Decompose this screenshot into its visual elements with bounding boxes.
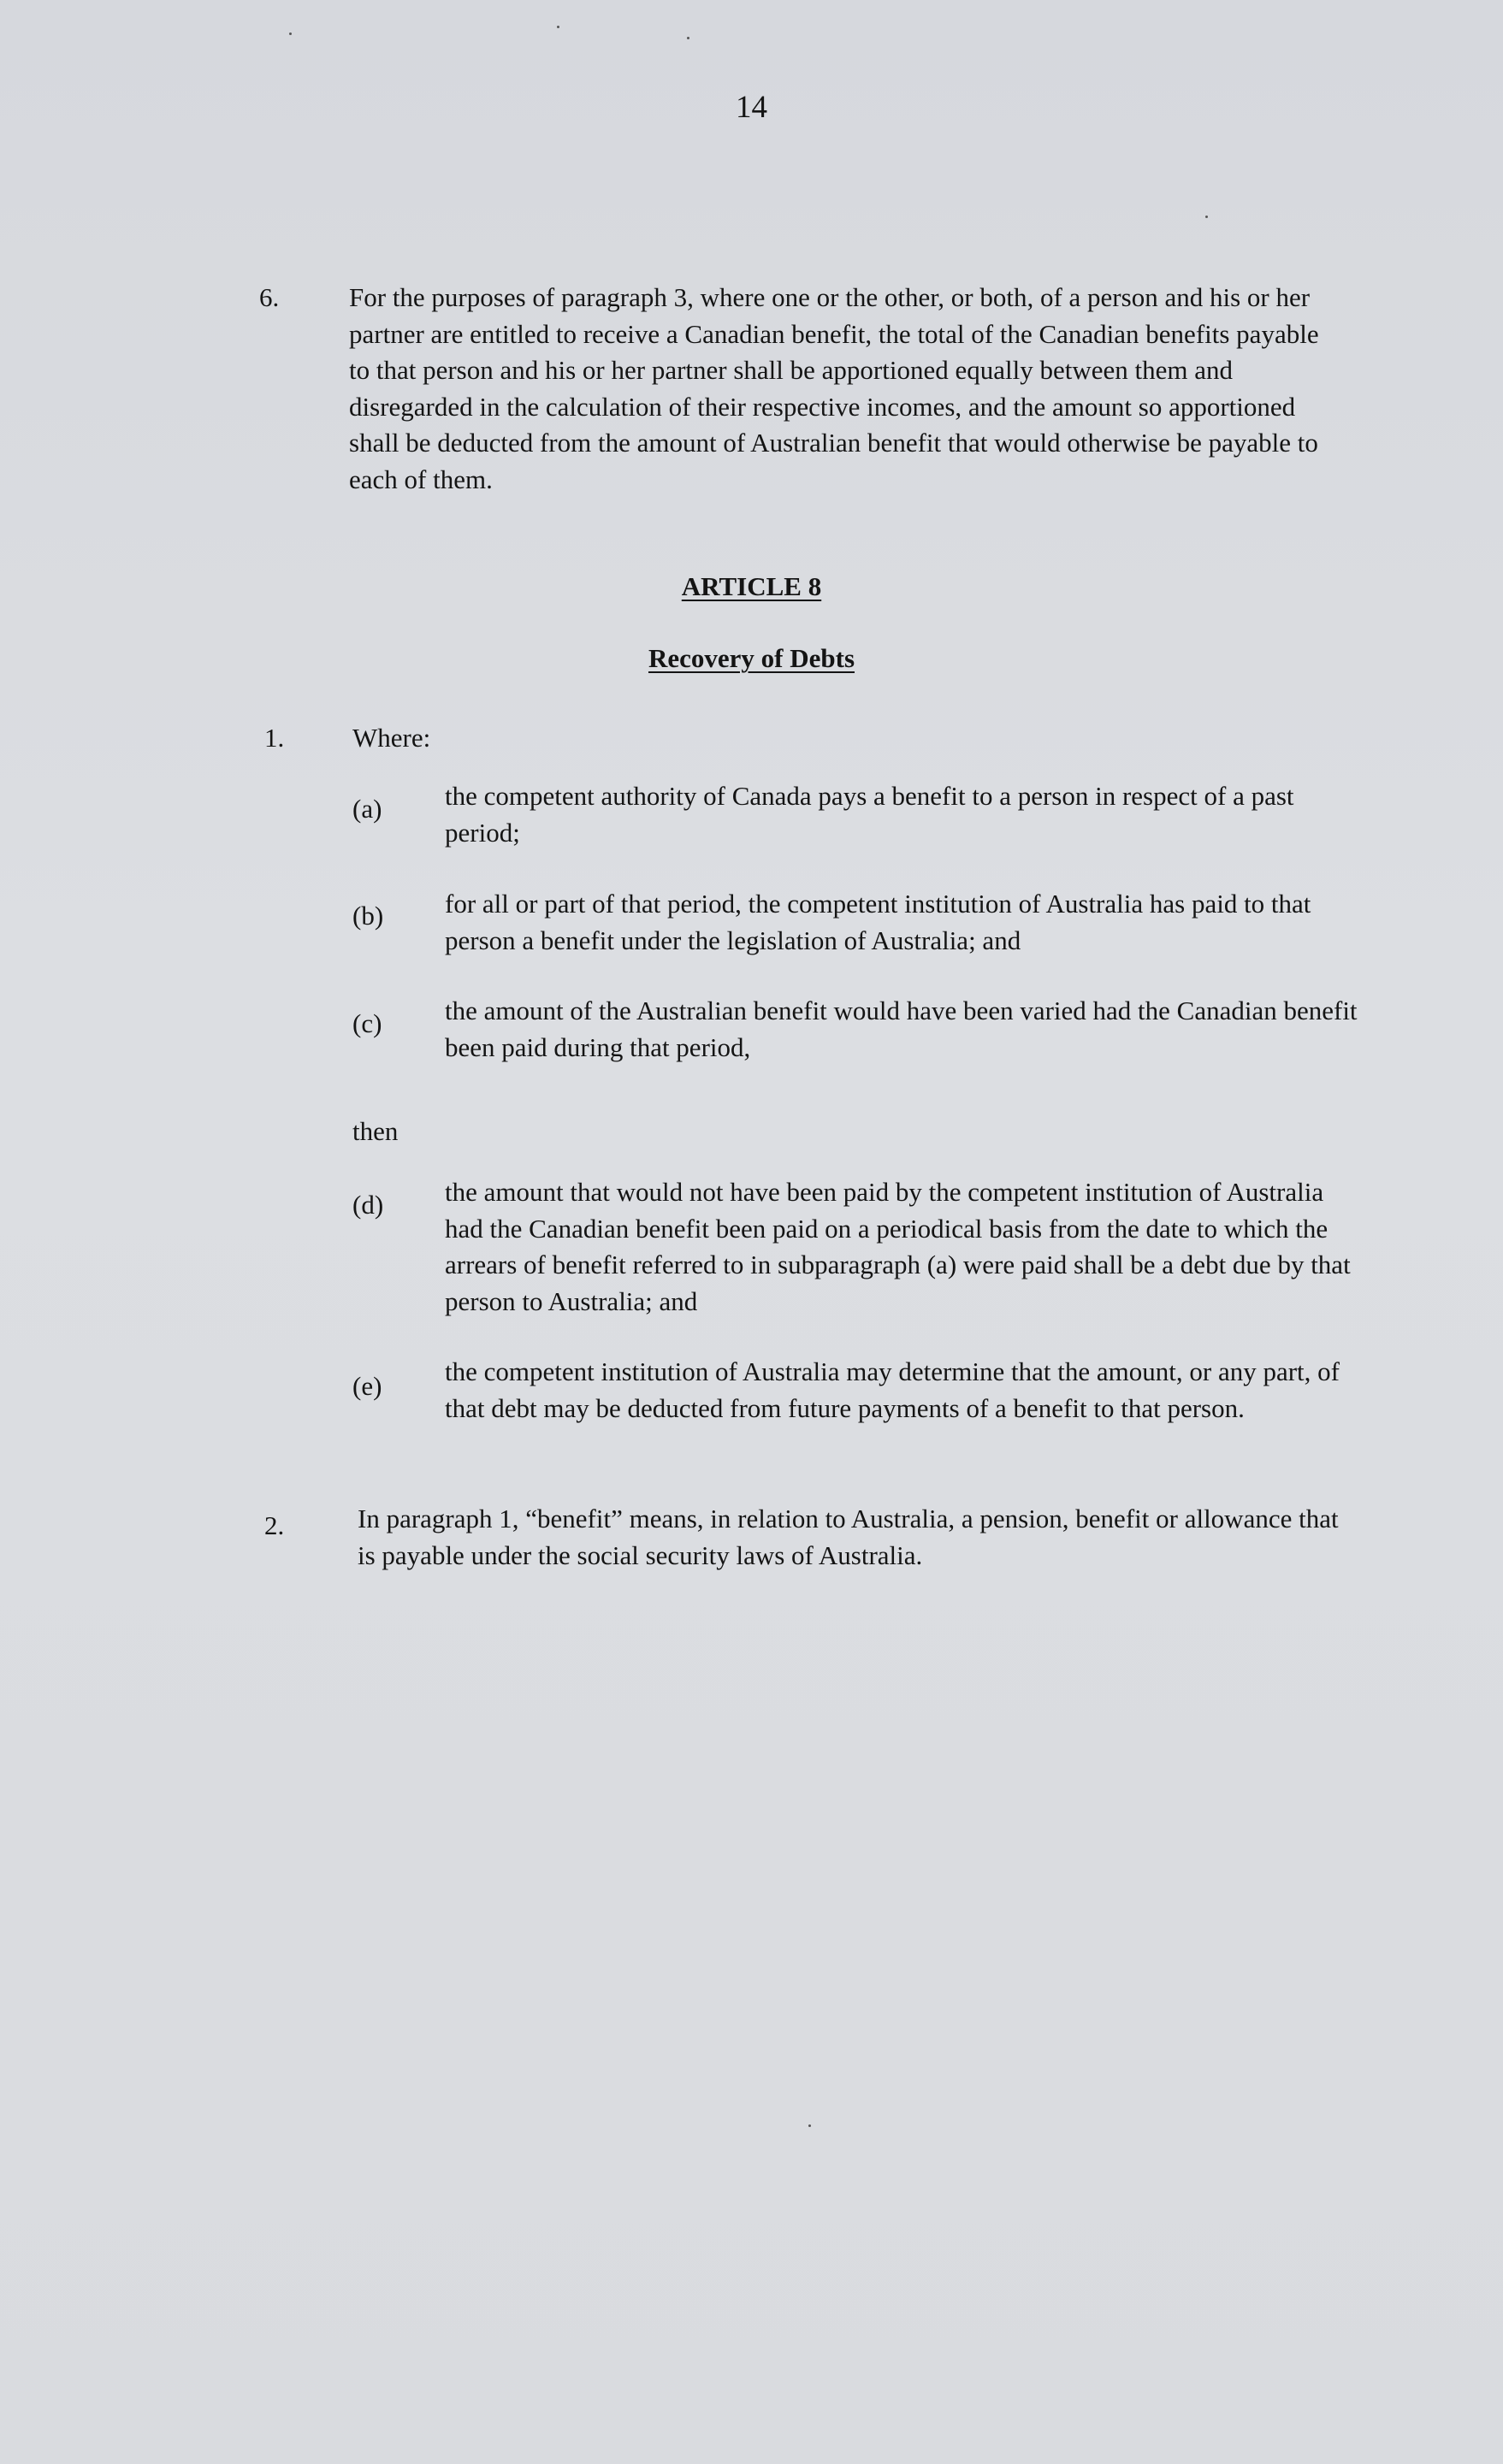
paragraph-2-number: 2. [264, 1510, 285, 1540]
scan-speck [557, 26, 559, 28]
subparagraph-e-label: (e) [352, 1371, 382, 1401]
subparagraph-c-text: the amount of the Australian benefit would have been varied had the Canadian benefit been paid during that period, [445, 996, 1358, 1062]
subparagraph-e-text: the competent institution of Australia may determine that the amount, or any part, of that debt may be deducted from future payments of a benefit to that person. [445, 1356, 1340, 1423]
subparagraph-d-label: (d) [352, 1190, 384, 1220]
subparagraph-a-text: the competent authority of Canada pays a benefit to a person in respect of a past period; [445, 781, 1294, 848]
article-title: ARTICLE 8 [681, 571, 822, 601]
scan-speck [289, 32, 292, 35]
subparagraph-b-label: (b) [352, 901, 384, 931]
paragraph-6-text: For the purposes of paragraph 3, where one or the other, or both, of a person and his or her partner are entitled to receive a Canadian benefit, the total of the Canadian benefits payable to that person and his or her partner shall be apportioned equally between them and disregarded in the calculation of their respective incomes, and the amount so apportioned shall be deducted from the amount of Australian benefit that would otherwise be payable to each of them. [349, 282, 1319, 494]
subparagraph-c-label: (c) [352, 1008, 382, 1038]
subparagraph-a-label: (a) [352, 794, 382, 824]
connector-then: then [352, 1116, 399, 1146]
article-subtitle: Recovery of Debts [648, 643, 855, 673]
paragraph-1-intro: Where: [352, 723, 431, 753]
scan-speck [1205, 216, 1208, 218]
subparagraph-b-text: for all or part of that period, the competent institution of Australia has paid to that person a benefit under the legislation of Australia; and [445, 889, 1311, 955]
scan-speck [808, 2124, 811, 2127]
paragraph-6-number: 6. [259, 282, 280, 312]
subparagraph-d-text: the amount that would not have been paid by the competent institution of Australia had the Canadian benefit been paid on a periodical basis from the date to which the arrears of benefit referred to in subparagraph (a) were paid shall be a debt due by that person to Australia; and [445, 1177, 1351, 1316]
paragraph-1-number: 1. [264, 723, 285, 753]
page-number: 14 [736, 90, 767, 125]
scan-speck [687, 37, 689, 39]
paragraph-2-text: In paragraph 1, “benefit” means, in relation to Australia, a pension, benefit or allowance that is payable under the social security laws of Australia. [358, 1504, 1339, 1570]
